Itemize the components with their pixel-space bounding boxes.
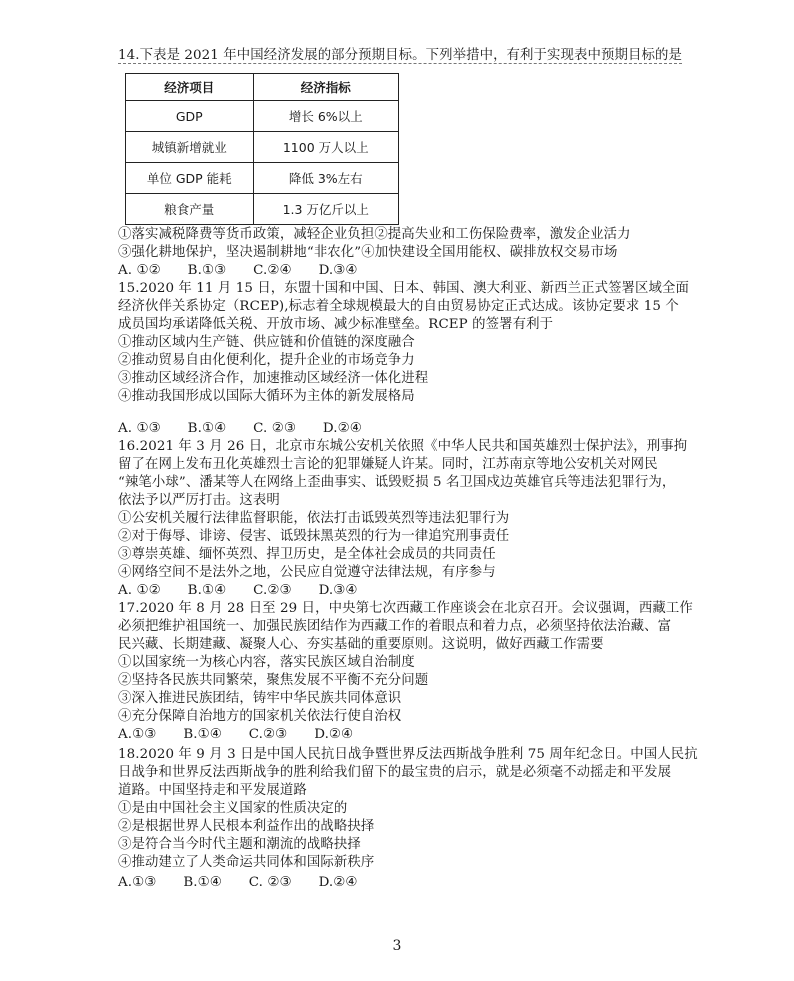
table-cell: 1100 万人以上 (253, 132, 398, 163)
q17-option-4: ④充分保障自治地方的国家机关依法行使自治权 (118, 709, 402, 724)
table-cell: 城镇新增就业 (126, 132, 254, 163)
q14-stem-text: 14.下表是 2021 年中国经济发展的部分预期目标。下列举措中，有利于实现表中预期目标的是 (118, 48, 682, 63)
q18-stem-line: 道路。中国坚持走和平发展道路 (118, 783, 307, 798)
q17-option-3: ③深入推进民族团结，铸牢中华民族共同体意识 (118, 691, 402, 706)
economic-targets-table (125, 73, 399, 225)
table-header-cell: 经济项目 (126, 74, 254, 101)
q18-option-4: ④推动建立了人类命运共同体和国际新秩序 (118, 855, 375, 870)
q14-stem (118, 47, 682, 65)
table-row (126, 194, 399, 225)
q17-answer-choices: A.①③ B.①④ C.②③ D.②④ (118, 727, 354, 742)
q18-option-1: ①是由中国社会主义国家的性质决定的 (118, 801, 348, 816)
table-row (126, 163, 399, 194)
table-row (126, 132, 399, 163)
q16-option-1: ①公安机关履行法律监督职能，依法打击诋毁英烈等违法犯罪行为 (118, 511, 510, 526)
q14-answer-choices: A. ①② B.①③ C.②④ D.③④ (118, 263, 358, 278)
table-header-row (126, 74, 399, 101)
page-number: 3 (392, 938, 402, 954)
q18-stem-line: 日战争和世界反法西斯战争的胜利给我们留下的最宝贵的启示，就是必须毫不动摇走和平发展 (118, 765, 672, 780)
q17-option-1: ①以国家统一为核心内容，落实民族区域自治制度 (118, 655, 415, 670)
q15-option-2: ②推动贸易自由化便利化，提升企业的市场竞争力 (118, 353, 415, 368)
q18-option-2: ②是根据世界人民根本利益作出的战略抉择 (118, 819, 375, 834)
q15-option-4: ④推动我国形成以国际大循环为主体的新发展格局 (118, 389, 415, 404)
q15-stem-line: 经济伙伴关系协定（RCEP),标志着全球规模最大的自由贸易协定正式达成。该协定要求 15 个 (118, 299, 679, 314)
q16-stem-line: 依法予以严厉打击。这表明 (118, 493, 280, 508)
q14-option-line: ③强化耕地保护，坚决遏制耕地“非农化”④加快建设全国用能权、碳排放权交易市场 (118, 245, 618, 260)
table-cell: GDP (126, 101, 254, 132)
q15-option-1: ①推动区域内生产链、供应链和价值链的深度融合 (118, 335, 415, 350)
q16-option-4: ④网络空间不是法外之地，公民应自觉遵守法律法规，有序参与 (118, 565, 496, 580)
q17-stem-line: 民兴藏、长期建藏、凝聚人心、夯实基础的重要原则。这说明，做好西藏工作需要 (118, 637, 604, 652)
q15-answer-choices: A. ①③ B.①④ C. ②③ D.②④ (118, 421, 362, 436)
q17-stem-line: 必须把维护祖国统一、加强民族团结作为西藏工作的着眼点和着力点，必须坚持依法治藏、富 (118, 619, 672, 634)
q16-answer-choices: A. ①② B.①④ C.②③ D.③④ (118, 583, 358, 598)
q17-option-2: ②坚持各民族共同繁荣，聚焦发展不平衡不充分问题 (118, 673, 429, 688)
q15-stem-line: 成员国均承诺降低关税、开放市场、减少标准壁垒。RCEP 的签署有利于 (118, 317, 554, 332)
table-row (126, 101, 399, 132)
q18-answer-choices: A.①③ B.①④ C. ②③ D.②④ (118, 875, 358, 890)
q16-stem-line: “辣笔小球”、潘某等人在网络上歪曲事实、诋毁贬损 5 名卫国戍边英雄官兵等违法犯罪行为， (118, 475, 676, 490)
table-cell: 粮食产量 (126, 194, 254, 225)
q16-option-3: ③尊崇英雄、缅怀英烈、捍卫历史，是全体社会成员的共同责任 (118, 547, 496, 562)
table-cell: 增长 6%以上 (253, 101, 398, 132)
q15-stem-line: 15.2020 年 11 月 15 日，东盟十国和中国、日本、韩国、澳大利亚、新西兰正式签署区域全面 (118, 281, 690, 296)
table-cell: 单位 GDP 能耗 (126, 163, 254, 194)
table-cell: 1.3 万亿斤以上 (253, 194, 398, 225)
q18-stem-line: 18.2020 年 9 月 3 日是中国人民抗日战争暨世界反法西斯战争胜利 75 周年纪念日。中国人民抗 (118, 747, 698, 762)
q16-stem-line: 16.2021 年 3 月 26 日，北京市东城公安机关依照《中华人民共和国英雄烈士保护法》，刑事拘 (118, 439, 688, 454)
q17-stem-line: 17.2020 年 8 月 28 日至 29 日，中央第七次西藏工作座谈会在北京召开。会议强调，西藏工作 (118, 601, 693, 616)
q16-option-2: ②对于侮辱、诽谤、侵害、诋毁抹黑英烈的行为一律追究刑事责任 (118, 529, 510, 544)
table-header-cell: 经济指标 (253, 74, 398, 101)
table-cell: 降低 3%左右 (253, 163, 398, 194)
q15-option-3: ③推动区域经济合作，加速推动区域经济一体化进程 (118, 371, 429, 386)
q16-stem-line: 留了在网上发布丑化英雄烈士言论的犯罪嫌疑人许某。同时，江苏南京等地公安机关对网民 (118, 457, 658, 472)
q18-option-3: ③是符合当今时代主题和潮流的战略抉择 (118, 837, 361, 852)
q14-option-line: ①落实减税降费等货币政策，减轻企业负担②提高失业和工伤保险费率，激发企业活力 (118, 227, 631, 242)
